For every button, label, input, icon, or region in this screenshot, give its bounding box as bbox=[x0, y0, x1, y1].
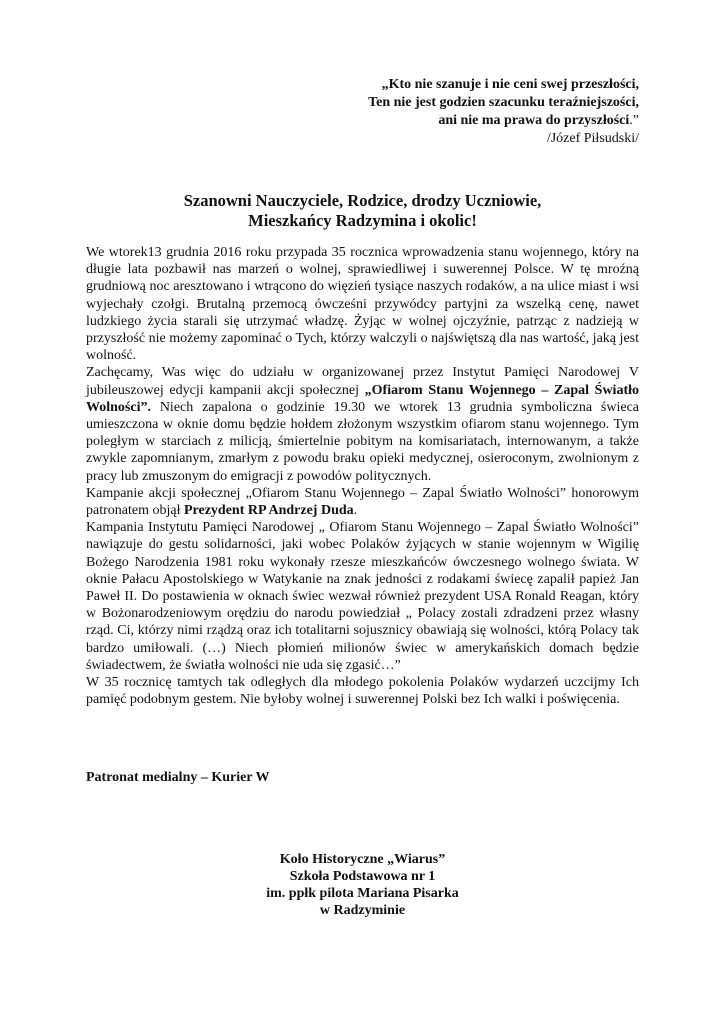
president-name: Prezydent RP Andrzej Duda bbox=[183, 503, 354, 519]
motto-line-2: Ten nie jest godzien szacunku teraźniejszości, bbox=[368, 95, 639, 110]
motto-quote bbox=[368, 76, 639, 148]
campaign-name: „Ofiarom Stanu Wojennego – Zapal Światło Wolności”. bbox=[86, 382, 639, 415]
media-patronage: Patronat medialny – Kurier W bbox=[86, 770, 270, 785]
paragraph-3 bbox=[86, 485, 639, 519]
motto-line-3-end: .” bbox=[629, 113, 639, 128]
signature-block bbox=[0, 851, 725, 919]
paragraph-3-text-a: Kampanie akcji społecznej „Ofiarom Stanu Wojennego – Zapal Światło Wolności” honorowym patronatem objął bbox=[86, 485, 639, 519]
signature-line-1: Koło Historyczne „Wiarus” bbox=[279, 852, 446, 867]
paragraph-2 bbox=[86, 364, 639, 484]
letter-body bbox=[86, 244, 639, 708]
motto-author: /Józef Piłsudski/ bbox=[546, 131, 639, 146]
paragraph-2-text-b: Niech zapalona o godzinie 19.30 we wtorek 13 grudnia symboliczna świeca umieszczona w oknie domu będzie hołdem złożonym wszystkim ofiarom stanu wojennego. Tym poległym w starciach z milicją, śmiertelnie pobitym na komisariatach, internowanym, a także zwykle zapomnianym, zmarłym z powodu braku opieki medycznej, osieroconym, zwolnionym z pracy lub zmuszonym do emigracji z powodów politycznych. bbox=[86, 399, 639, 484]
motto-line-3 bbox=[368, 112, 639, 130]
greeting-line-1: Szanowni Nauczyciele, Rodzice, drodzy Uczniowie, bbox=[183, 191, 542, 210]
paragraph-2-text-a: Zachęcamy, Was więc do udziału w organizowanej przez Instytut Pamięci Narodowej V jubileuszowej edycji kampanii akcji społecznej bbox=[86, 365, 639, 398]
signature-line-4: w Radzyminie bbox=[319, 903, 406, 918]
motto-line-1: „Kto nie szanuje i nie ceni swej przeszłości, bbox=[381, 77, 639, 92]
paragraph-1: We wtorek13 grudnia 2016 roku przypada 35 rocznica wprowadzenia stanu wojennego, który na długie lata pozbawił nas marzeń o wolnej, sprawiedliwej i suwerennej Polsce. W tę mroźną grudniową noc aresztowano i wtrącono do więzień tysiące naszych rodaków, a na ulice miast i wsi wyjechały czołgi. Brutalną przemocą ówcześni przywódcy partyjni za wszelką cenę, nawet ludzkiego życia starali się utrzymać władzę. Żyjąc w wolnej ojczyźnie, patrząc z nadzieją w przyszłość nie możemy zapominać o Tych, którzy walczyli o najświętszą dla nas wartość, jaką jest wolność. bbox=[86, 245, 639, 364]
paragraph-5: W 35 rocznicę tamtych tak odległych dla młodego pokolenia Polaków wydarzeń uczcijmy Ich pamięć podobnym gestem. Nie byłoby wolnej i suwerennej Polski bez Ich walki i poświęcenia. bbox=[86, 675, 639, 708]
signature-line-2: Szkoła Podstawowa nr 1 bbox=[289, 869, 436, 884]
greeting-heading bbox=[0, 191, 725, 231]
signature-line-3: im. ppłk pilota Mariana Pisarka bbox=[266, 886, 459, 901]
paragraph-4: Kampania Instytutu Pamięci Narodowej „ Ofiarom Stanu Wojennego – Zapal Światło Wolności” nawiązuje do gestu solidarności, jaki wobec Polaków żyjących w stanie wojennym w Wigilię Bożego Narodzenia 1981 roku wykonały rzesze mieszkańców ówczesnego wolnego świata. W oknie Pałacu Apostolskiego w Watykanie na znak jedności z rodakami świecę zapalił papież Jan Paweł II. Do postawienia w oknach świec wezwał również prezydent USA Ronald Reagan, który w Bożonarodzeniowym orędziu do narodu powiedział „ Polacy zostali zdradzeni przez własny rząd. Ci, którzy nimi rządzą oraz ich totalitarni sojusznicy obawiają się wolności, którą Polacy tak bardzo umiłowali. (…) Niech płomień milionów świec w amerykańskich domach będzie świadectwem, że światła wolności nie uda się zgasić…” bbox=[86, 520, 639, 673]
paragraph-3-text-b: . bbox=[353, 503, 358, 519]
greeting-line-2: Mieszkańcy Radzymina i okolic! bbox=[248, 211, 477, 230]
motto-line-3-text: ani nie ma prawa do przyszłości bbox=[438, 113, 630, 128]
